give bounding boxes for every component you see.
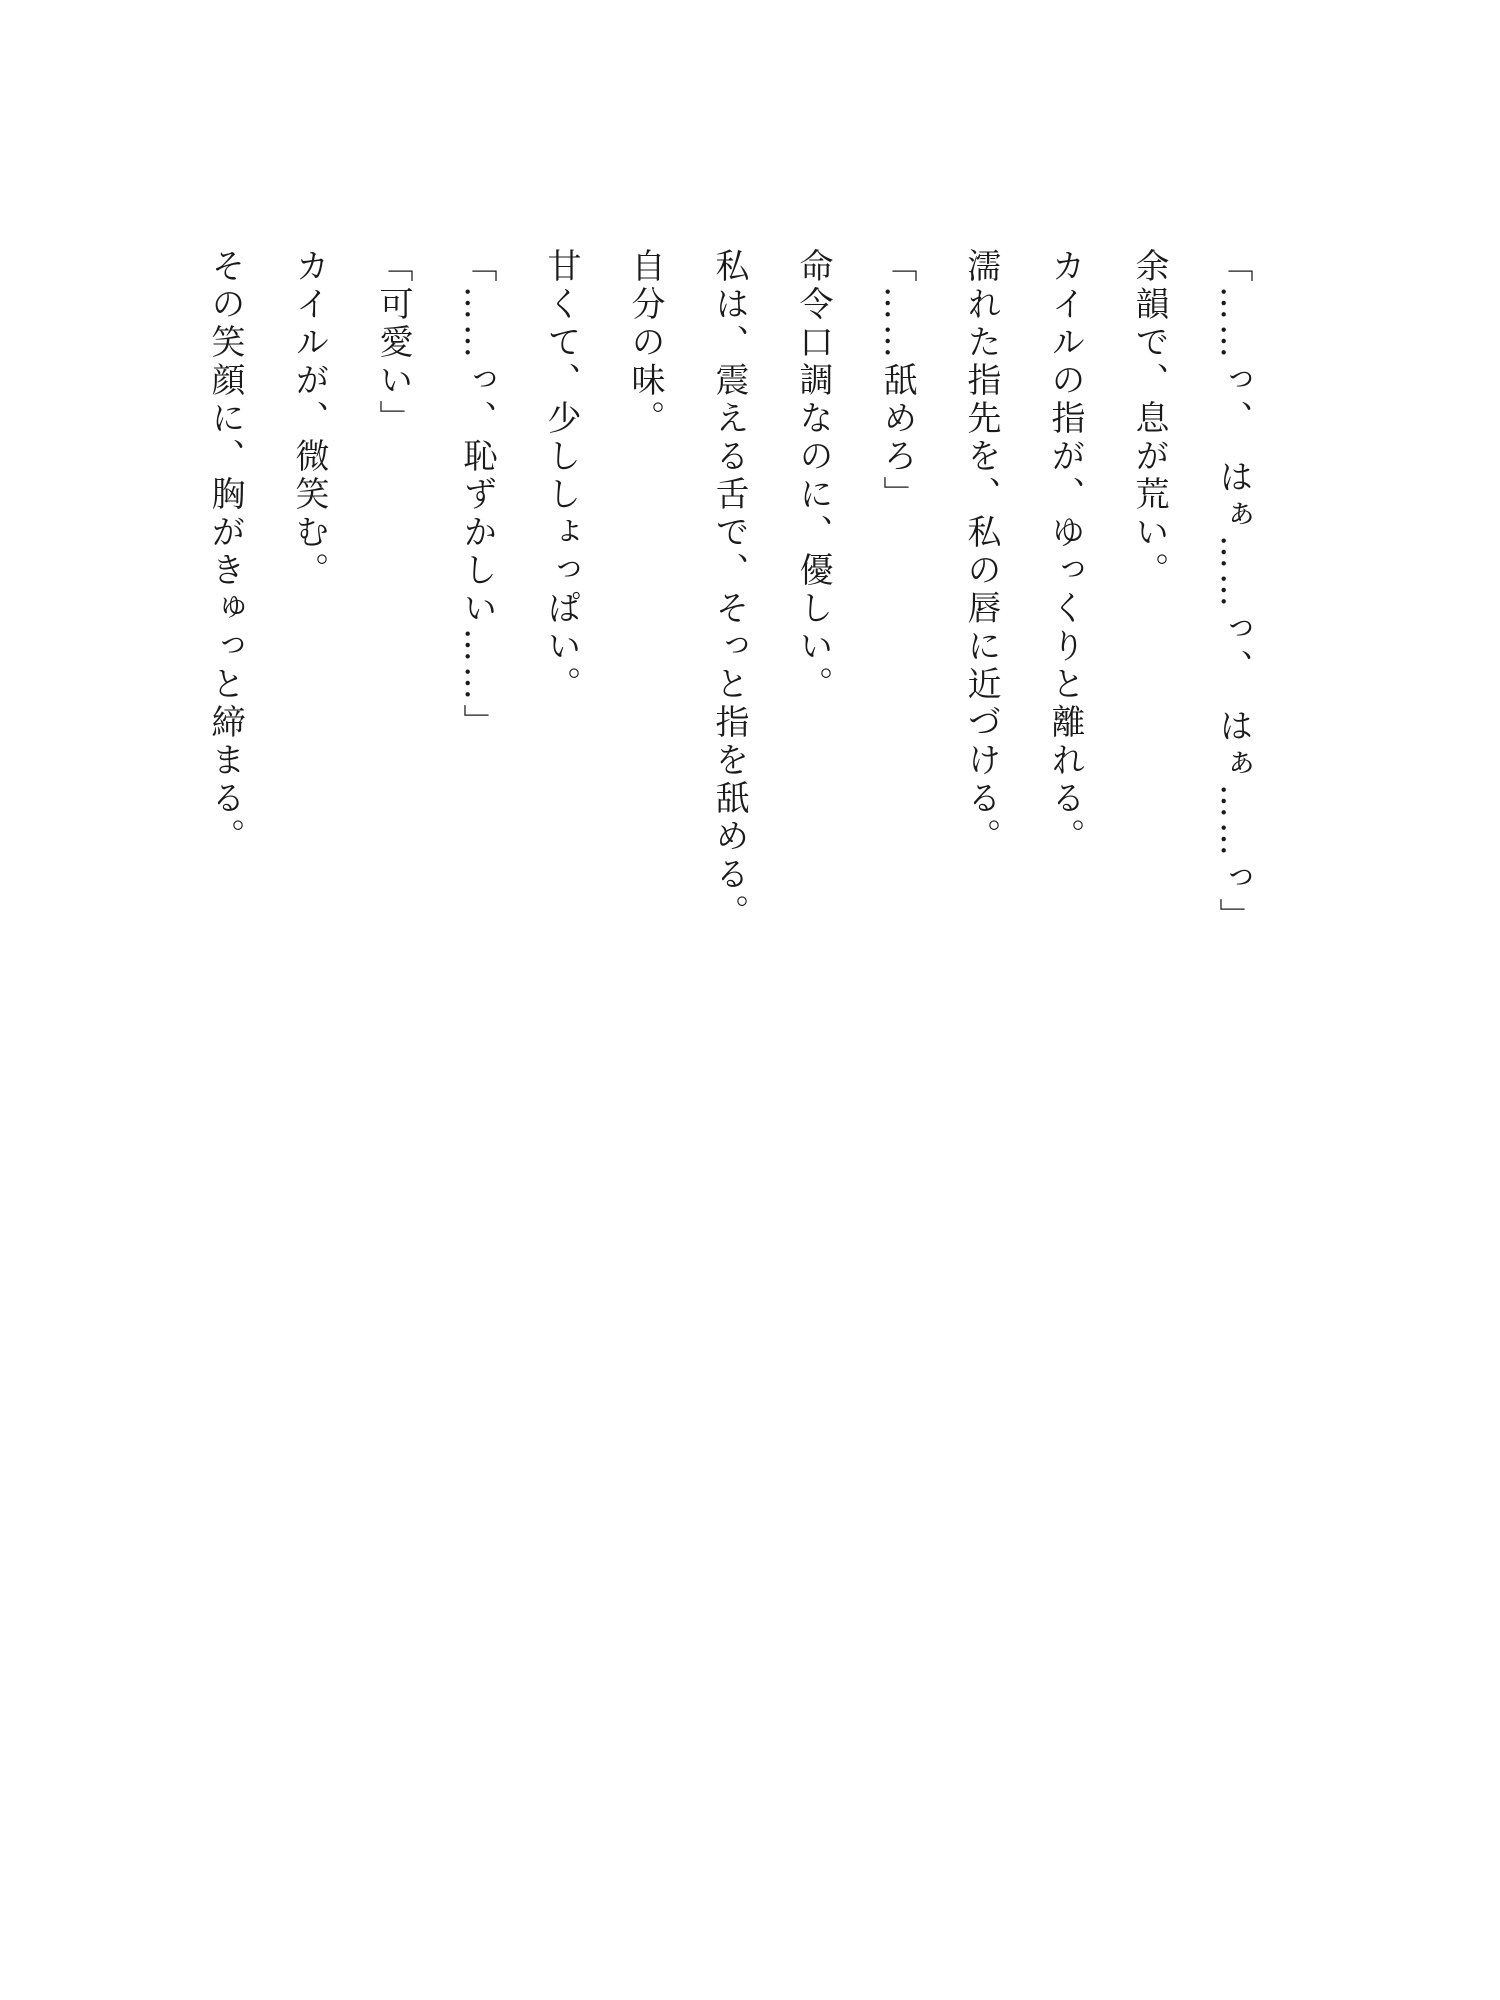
vertical-text-block <box>205 248 1275 936</box>
text-line: 「……舐めろ」 <box>877 248 917 514</box>
text-line: 「……っ、恥ずかしい……」 <box>457 248 497 742</box>
text-line: 余韻で、息が荒い。 <box>1129 248 1169 590</box>
text-line: 私は、震える舌で、そっと指を舐める。 <box>709 248 749 932</box>
text-line: その笑顔に、胸がきゅっと締まる。 <box>205 248 245 856</box>
text-line: カイルが、微笑む。 <box>289 248 329 590</box>
text-line: 甘くて、少ししょっぱい。 <box>541 248 581 704</box>
text-line: カイルの指が、ゆっくりと離れる。 <box>1045 248 1085 856</box>
text-line: 命令口調なのに、優しい。 <box>793 248 833 704</box>
text-line: 「可愛い」 <box>373 248 413 438</box>
text-line: 自分の味。 <box>625 248 665 438</box>
text-line: 「……っ、 はぁ……っ、 はぁ……っ」 <box>1213 248 1253 936</box>
text-line: 濡れた指先を、私の唇に近づける。 <box>961 248 1001 856</box>
